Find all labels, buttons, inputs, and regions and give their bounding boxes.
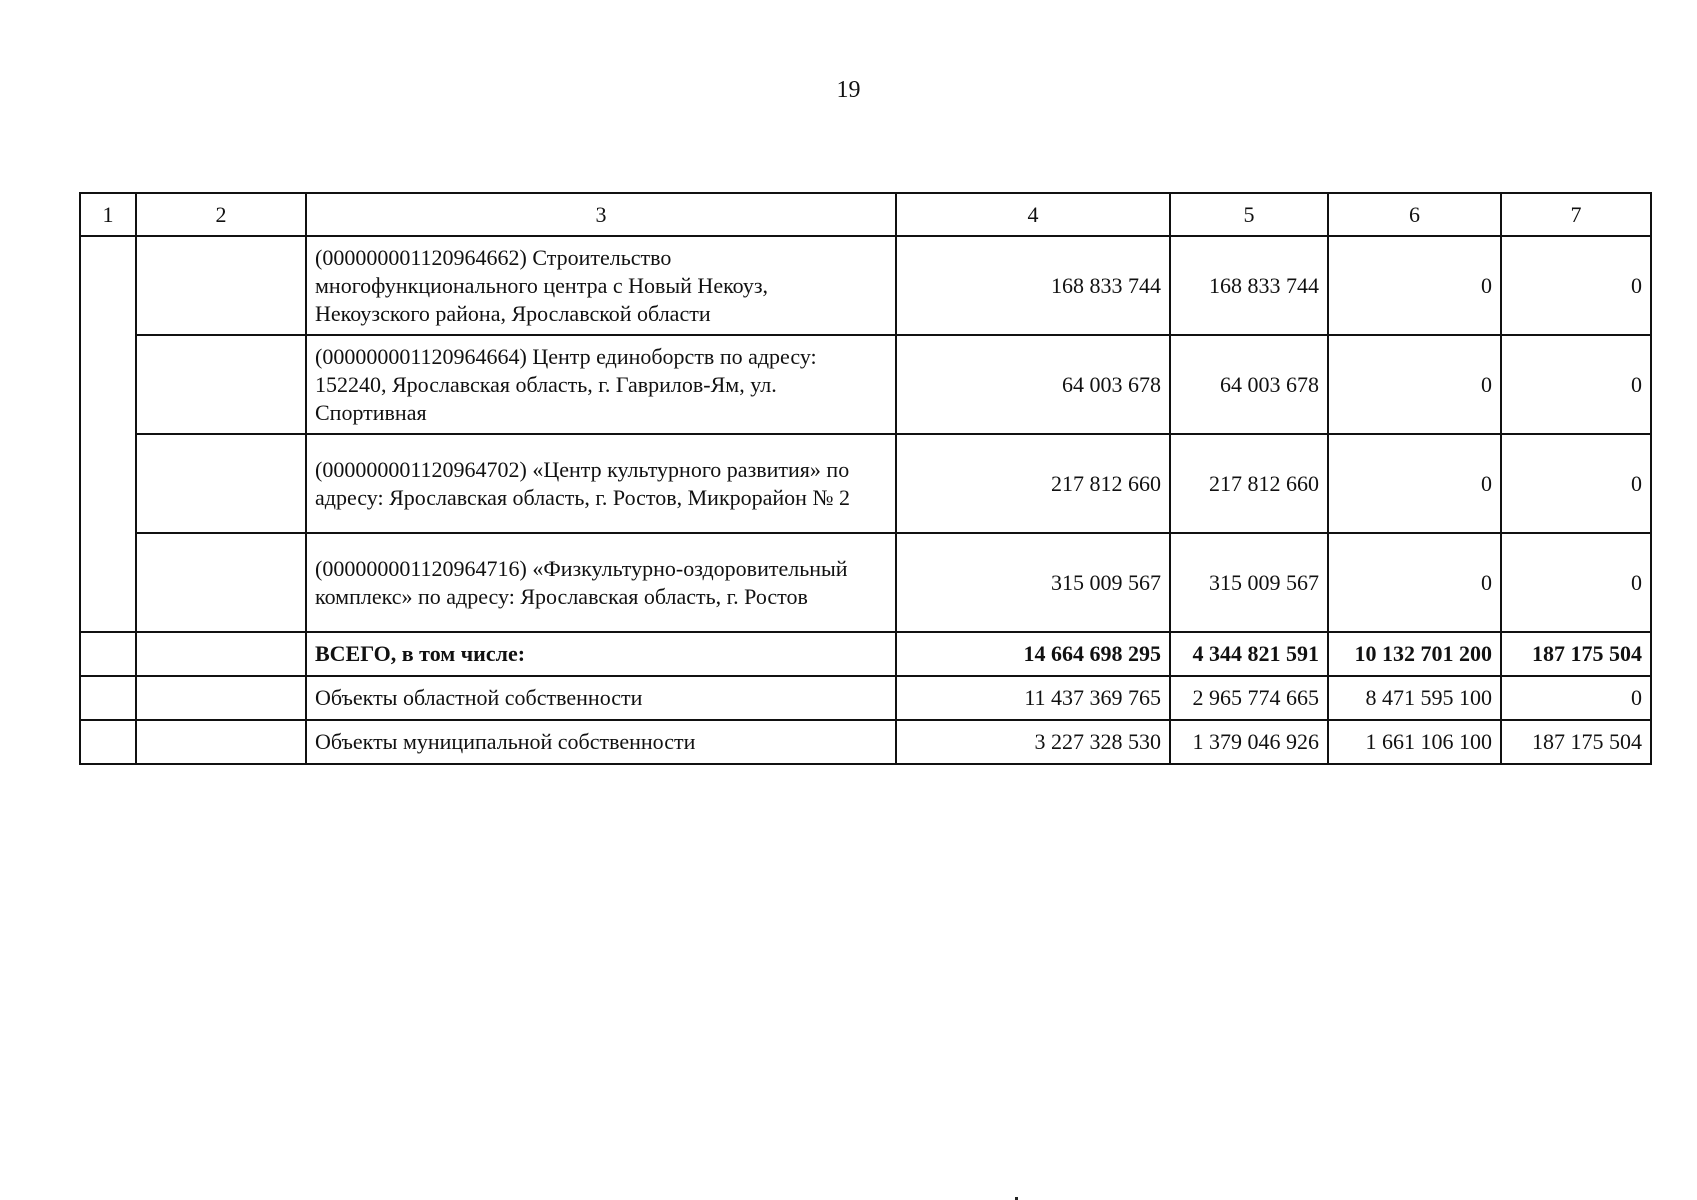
code-cell	[136, 335, 306, 434]
object-name: (000000001120964716) «Физкультурно-оздоровительный комплекс» по адресу: Ярославская область, г. Ростов	[306, 533, 896, 632]
table-row	[80, 434, 1651, 533]
table-row	[80, 236, 1651, 335]
column-header-5: 5	[1170, 193, 1328, 236]
row-number-cell	[80, 720, 136, 764]
total-label: ВСЕГО, в том числе:	[306, 632, 896, 676]
value-col-6: 0	[1328, 434, 1501, 533]
total-col-4: 14 664 698 295	[896, 632, 1170, 676]
value-col-4: 64 003 678	[896, 335, 1170, 434]
value-col-5: 217 812 660	[1170, 434, 1328, 533]
budget-table	[79, 192, 1652, 765]
code-cell	[136, 720, 306, 764]
value-col-7: 0	[1501, 533, 1651, 632]
municipal-property-label: Объекты муниципальной собственности	[306, 720, 896, 764]
value-col-6: 0	[1328, 533, 1501, 632]
table-row	[80, 335, 1651, 434]
value-col-4: 315 009 567	[896, 533, 1170, 632]
column-header-2: 2	[136, 193, 306, 236]
regional-col-5: 2 965 774 665	[1170, 676, 1328, 720]
row-number-cell	[80, 632, 136, 676]
code-cell	[136, 632, 306, 676]
column-header-7: 7	[1501, 193, 1651, 236]
value-col-6: 0	[1328, 335, 1501, 434]
municipal-col-5: 1 379 046 926	[1170, 720, 1328, 764]
value-col-4: 168 833 744	[896, 236, 1170, 335]
column-number-header-row	[80, 193, 1651, 236]
value-col-7: 0	[1501, 434, 1651, 533]
value-col-6: 0	[1328, 236, 1501, 335]
total-row	[80, 632, 1651, 676]
table-row	[80, 533, 1651, 632]
municipal-property-row	[80, 720, 1651, 764]
regional-property-label: Объекты областной собственности	[306, 676, 896, 720]
value-col-7: 0	[1501, 335, 1651, 434]
object-name: (000000001120964662) Строительство многофункционального центра с Новый Некоуз, Некоузского района, Ярославской области	[306, 236, 896, 335]
code-cell	[136, 236, 306, 335]
municipal-col-6: 1 661 106 100	[1328, 720, 1501, 764]
column-header-3: 3	[306, 193, 896, 236]
regional-col-7: 0	[1501, 676, 1651, 720]
value-col-7: 0	[1501, 236, 1651, 335]
municipal-col-7: 187 175 504	[1501, 720, 1651, 764]
column-header-6: 6	[1328, 193, 1501, 236]
code-cell	[136, 533, 306, 632]
code-cell	[136, 434, 306, 533]
value-col-5: 315 009 567	[1170, 533, 1328, 632]
page-number: 19	[836, 77, 861, 103]
column-header-4: 4	[896, 193, 1170, 236]
row-number-cell	[80, 236, 136, 632]
object-name: (000000001120964664) Центр единоборств по адресу: 152240, Ярославская область, г. Гаврилов-Ям, ул. Спортивная	[306, 335, 896, 434]
regional-col-4: 11 437 369 765	[896, 676, 1170, 720]
code-cell	[136, 676, 306, 720]
total-col-7: 187 175 504	[1501, 632, 1651, 676]
regional-col-6: 8 471 595 100	[1328, 676, 1501, 720]
column-header-1: 1	[80, 193, 136, 236]
total-col-5: 4 344 821 591	[1170, 632, 1328, 676]
municipal-col-4: 3 227 328 530	[896, 720, 1170, 764]
value-col-5: 168 833 744	[1170, 236, 1328, 335]
regional-property-row	[80, 676, 1651, 720]
value-col-5: 64 003 678	[1170, 335, 1328, 434]
object-name: (000000001120964702) «Центр культурного развития» по адресу: Ярославская область, г. Ростов, Микрорайон № 2	[306, 434, 896, 533]
total-col-6: 10 132 701 200	[1328, 632, 1501, 676]
row-number-cell	[80, 676, 136, 720]
value-col-4: 217 812 660	[896, 434, 1170, 533]
